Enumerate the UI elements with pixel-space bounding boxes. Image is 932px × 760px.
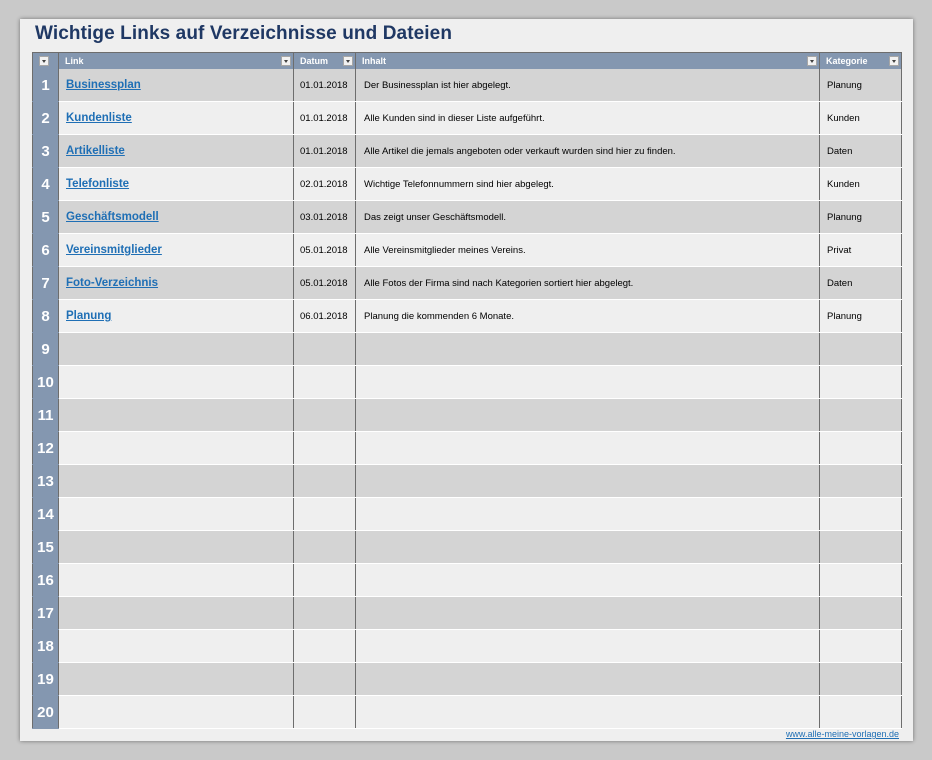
- file-link[interactable]: Kundenliste: [66, 112, 132, 124]
- filter-dropdown-icon[interactable]: [889, 56, 899, 66]
- cell-kategorie[interactable]: [820, 564, 902, 597]
- row-number: 18: [33, 630, 59, 663]
- row-number: 12: [33, 432, 59, 465]
- table-row: [33, 69, 902, 102]
- cell-link[interactable]: [59, 399, 294, 432]
- cell-inhalt[interactable]: Alle Vereinsmitglieder meines Vereins.: [356, 234, 820, 267]
- cell-datum[interactable]: 01.01.2018: [294, 135, 356, 168]
- cell-inhalt[interactable]: [356, 564, 820, 597]
- column-header-kategorie-label: Kategorie: [826, 56, 868, 66]
- cell-link[interactable]: [59, 201, 294, 234]
- cell-kategorie[interactable]: Kunden: [820, 168, 902, 201]
- cell-datum[interactable]: [294, 531, 356, 564]
- cell-datum[interactable]: [294, 564, 356, 597]
- table-row: [33, 366, 902, 399]
- column-header-datum[interactable]: [294, 53, 356, 70]
- cell-kategorie[interactable]: [820, 399, 902, 432]
- cell-link[interactable]: [59, 102, 294, 135]
- cell-kategorie[interactable]: Privat: [820, 234, 902, 267]
- cell-inhalt[interactable]: Der Businessplan ist hier abgelegt.: [356, 69, 820, 102]
- cell-inhalt[interactable]: [356, 432, 820, 465]
- column-header-link[interactable]: [59, 53, 294, 70]
- cell-link[interactable]: [59, 696, 294, 729]
- row-number: 6: [33, 234, 59, 267]
- cell-inhalt[interactable]: [356, 399, 820, 432]
- cell-datum[interactable]: [294, 333, 356, 366]
- cell-link[interactable]: [59, 630, 294, 663]
- page-title: Wichtige Links auf Verzeichnisse und Dateien: [35, 23, 453, 44]
- table-row: [33, 531, 902, 564]
- cell-kategorie[interactable]: [820, 333, 902, 366]
- cell-kategorie[interactable]: [820, 630, 902, 663]
- cell-datum[interactable]: [294, 465, 356, 498]
- cell-kategorie[interactable]: Planung: [820, 201, 902, 234]
- cell-link[interactable]: [59, 333, 294, 366]
- table-row: [33, 465, 902, 498]
- cell-kategorie[interactable]: [820, 663, 902, 696]
- cell-inhalt[interactable]: Alle Artikel die jemals angeboten oder verkauft wurden sind hier zu finden.: [356, 135, 820, 168]
- table-row: [33, 267, 902, 300]
- cell-datum[interactable]: [294, 498, 356, 531]
- filter-dropdown-icon[interactable]: [807, 56, 817, 66]
- cell-datum[interactable]: [294, 399, 356, 432]
- cell-datum[interactable]: [294, 597, 356, 630]
- table-row: [33, 399, 902, 432]
- cell-link[interactable]: [59, 663, 294, 696]
- cell-datum[interactable]: 01.01.2018: [294, 69, 356, 102]
- cell-datum[interactable]: [294, 696, 356, 729]
- table-row: [33, 498, 902, 531]
- website-link[interactable]: www.alle-meine-vorlagen.de: [785, 729, 899, 739]
- cell-link[interactable]: [59, 366, 294, 399]
- row-number: 10: [33, 366, 59, 399]
- file-link[interactable]: Vereinsmitglieder: [66, 244, 162, 256]
- table-row: [33, 597, 902, 630]
- header-row: [33, 53, 902, 70]
- cell-inhalt[interactable]: [356, 663, 820, 696]
- cell-kategorie[interactable]: Planung: [820, 69, 902, 102]
- table-row: [33, 135, 902, 168]
- corner-dropdown-icon[interactable]: [39, 56, 49, 66]
- file-link[interactable]: Foto-Verzeichnis: [66, 277, 159, 289]
- file-link[interactable]: Businessplan: [66, 79, 141, 91]
- row-number: 14: [33, 498, 59, 531]
- row-number: 1: [33, 69, 59, 102]
- cell-link[interactable]: [59, 564, 294, 597]
- cell-datum[interactable]: [294, 663, 356, 696]
- column-header-datum-label: Datum: [300, 56, 329, 66]
- table-row: [33, 564, 902, 597]
- row-number: 13: [33, 465, 59, 498]
- cell-kategorie[interactable]: Planung: [820, 300, 902, 333]
- row-number: 9: [33, 333, 59, 366]
- file-link[interactable]: Planung: [66, 310, 112, 322]
- row-number: 19: [33, 663, 59, 696]
- cell-kategorie[interactable]: [820, 597, 902, 630]
- file-link[interactable]: Artikelliste: [66, 145, 125, 157]
- table-row: [33, 234, 902, 267]
- cell-datum[interactable]: [294, 630, 356, 663]
- cell-link[interactable]: [59, 135, 294, 168]
- table-row: [33, 696, 902, 729]
- row-number: 16: [33, 564, 59, 597]
- cell-datum[interactable]: 01.01.2018: [294, 102, 356, 135]
- table-row: [33, 300, 902, 333]
- cell-link[interactable]: [59, 597, 294, 630]
- cell-inhalt[interactable]: Das zeigt unser Geschäftsmodell.: [356, 201, 820, 234]
- filter-dropdown-icon[interactable]: [343, 56, 353, 66]
- cell-kategorie[interactable]: [820, 498, 902, 531]
- table-row: [33, 333, 902, 366]
- cell-datum[interactable]: [294, 366, 356, 399]
- file-link[interactable]: Telefonliste: [66, 178, 130, 190]
- cell-kategorie[interactable]: Daten: [820, 267, 902, 300]
- table-row: [33, 201, 902, 234]
- cell-datum[interactable]: 05.01.2018: [294, 267, 356, 300]
- column-header-inhalt[interactable]: [356, 53, 820, 70]
- cell-kategorie[interactable]: Kunden: [820, 102, 902, 135]
- cell-inhalt[interactable]: [356, 465, 820, 498]
- table-row: [33, 663, 902, 696]
- row-number: 5: [33, 201, 59, 234]
- row-number: 15: [33, 531, 59, 564]
- cell-link[interactable]: [59, 498, 294, 531]
- cell-inhalt[interactable]: [356, 630, 820, 663]
- cell-datum[interactable]: 02.01.2018: [294, 168, 356, 201]
- table-row: [33, 168, 902, 201]
- cell-inhalt[interactable]: Alle Kunden sind in dieser Liste aufgeführt.: [356, 102, 820, 135]
- cell-inhalt[interactable]: [356, 333, 820, 366]
- cell-inhalt[interactable]: Planung die kommenden 6 Monate.: [356, 300, 820, 333]
- column-header-link-label: Link: [65, 56, 84, 66]
- cell-link[interactable]: [59, 234, 294, 267]
- cell-link[interactable]: [59, 69, 294, 102]
- worksheet: [20, 19, 913, 741]
- file-link[interactable]: Geschäftsmodell: [66, 211, 159, 223]
- cell-kategorie[interactable]: [820, 696, 902, 729]
- cell-link[interactable]: [59, 531, 294, 564]
- row-number: 4: [33, 168, 59, 201]
- table-row: [33, 432, 902, 465]
- row-number: 20: [33, 696, 59, 729]
- row-number: 17: [33, 597, 59, 630]
- row-number: 2: [33, 102, 59, 135]
- cell-datum[interactable]: 05.01.2018: [294, 234, 356, 267]
- cell-inhalt[interactable]: [356, 366, 820, 399]
- cell-inhalt[interactable]: Wichtige Telefonnummern sind hier abgelegt.: [356, 168, 820, 201]
- cell-inhalt[interactable]: [356, 696, 820, 729]
- table-row: [33, 102, 902, 135]
- cell-link[interactable]: [59, 168, 294, 201]
- cell-inhalt[interactable]: [356, 597, 820, 630]
- links-table: [32, 52, 902, 729]
- cell-kategorie[interactable]: [820, 531, 902, 564]
- table-row: [33, 630, 902, 663]
- filter-dropdown-icon[interactable]: [281, 56, 291, 66]
- column-header-kategorie[interactable]: [820, 53, 902, 70]
- cell-kategorie[interactable]: [820, 465, 902, 498]
- cell-inhalt[interactable]: [356, 498, 820, 531]
- cell-inhalt[interactable]: [356, 531, 820, 564]
- cell-datum[interactable]: 06.01.2018: [294, 300, 356, 333]
- cell-inhalt[interactable]: Alle Fotos der Firma sind nach Kategorien sortiert hier abgelegt.: [356, 267, 820, 300]
- column-header-inhalt-label: Inhalt: [362, 56, 386, 66]
- cell-datum[interactable]: [294, 432, 356, 465]
- row-number: 7: [33, 267, 59, 300]
- cell-kategorie[interactable]: Daten: [820, 135, 902, 168]
- cell-link[interactable]: [59, 267, 294, 300]
- row-number: 3: [33, 135, 59, 168]
- corner-header: [33, 53, 59, 70]
- cell-kategorie[interactable]: [820, 366, 902, 399]
- cell-link[interactable]: [59, 432, 294, 465]
- cell-link[interactable]: [59, 300, 294, 333]
- row-number: 11: [33, 399, 59, 432]
- cell-datum[interactable]: 03.01.2018: [294, 201, 356, 234]
- cell-link[interactable]: [59, 465, 294, 498]
- cell-kategorie[interactable]: [820, 432, 902, 465]
- row-number: 8: [33, 300, 59, 333]
